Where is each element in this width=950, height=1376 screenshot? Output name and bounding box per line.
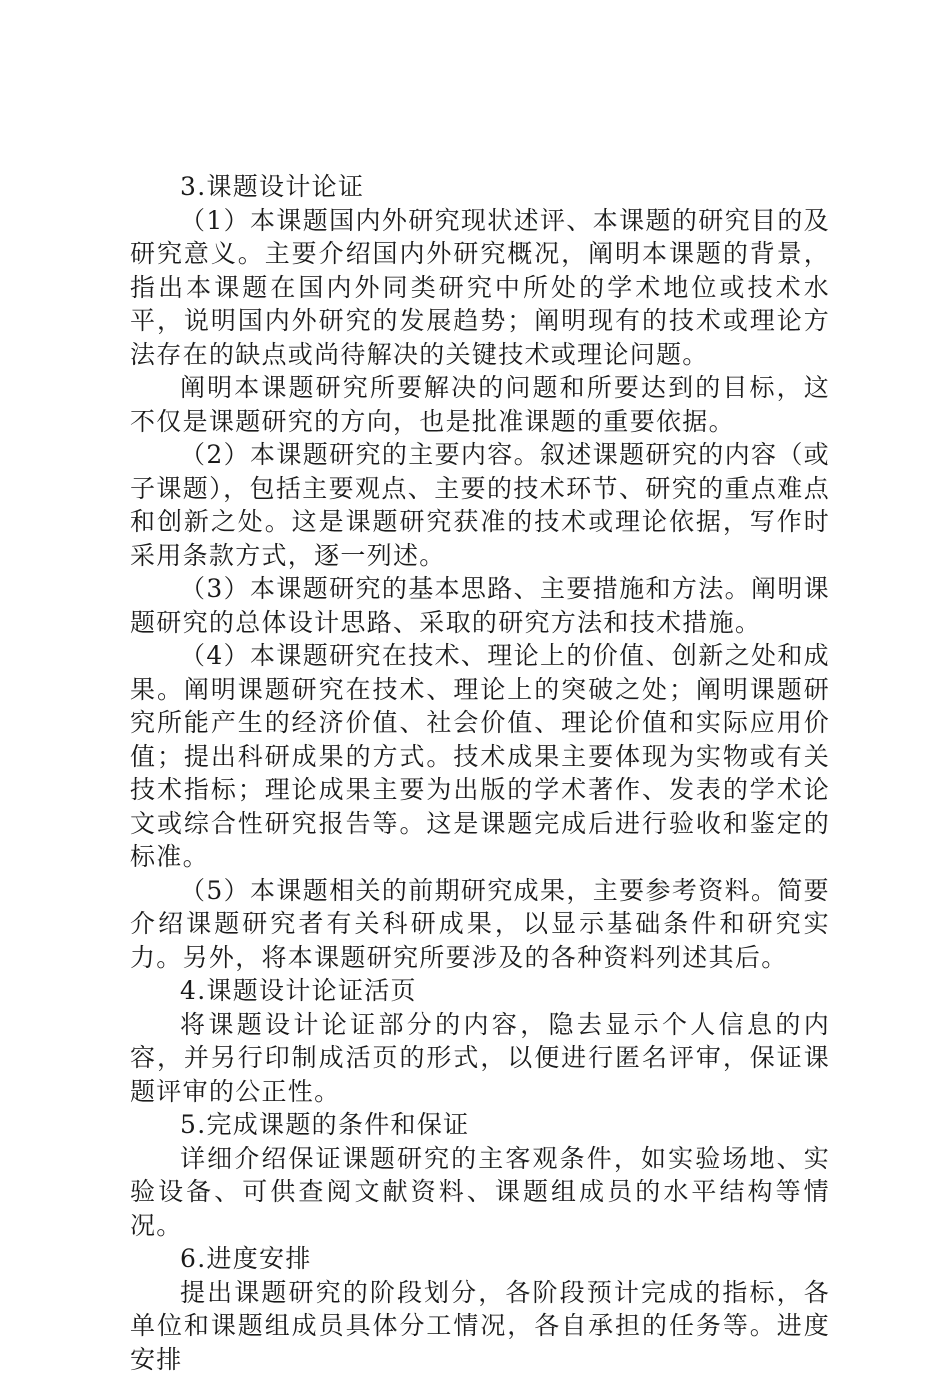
paragraph-value-innovation: （4）本课题研究在技术、理论上的价值、创新之处和成果。阐明课题研究在技术、理论上的突破之处；阐明课题研究所能产生的经济价值、社会价值、理论价值和实际应用价值；提出科研成果的方式。技术成果主要体现为实物或有关技术指标；理论成果主要为出版的学术著作、发表的学术论文或综合性研究报告等。这是课题完成后进行验收和鉴定的标准。: [130, 639, 830, 874]
paragraph-loose-leaf: 将课题设计论证部分的内容，隐去显示个人信息的内容，并另行印制成活页的形式，以便进行匿名评审，保证课题评审的公正性。: [130, 1008, 830, 1109]
paragraph-schedule: 提出课题研究的阶段划分，各阶段预计完成的指标，各单位和课题组成员具体分工情况，各自承担的任务等。进度安排: [130, 1276, 830, 1376]
paragraph-conditions: 详细介绍保证课题研究的主客观条件，如实验场地、实验设备、可供查阅文献资料、课题组成员的水平结构等情况。: [130, 1142, 830, 1243]
section-heading-3: 3.课题设计论证: [130, 170, 830, 204]
paragraph-main-content: （2）本课题研究的主要内容。叙述课题研究的内容（或子课题），包括主要观点、主要的技术环节、研究的重点难点和创新之处。这是课题研究获准的技术或理论依据，写作时采用条款方式，逐一列述。: [130, 438, 830, 572]
paragraph-approach: （3）本课题研究的基本思路、主要措施和方法。阐明课题研究的总体设计思路、采取的研究方法和技术措施。: [130, 572, 830, 639]
section-heading-5: 5.完成课题的条件和保证: [130, 1108, 830, 1142]
paragraph-prior-results: （5）本课题相关的前期研究成果，主要参考资料。简要介绍课题研究者有关科研成果，以显示基础条件和研究实力。另外，将本课题研究所要涉及的各种资料列述其后。: [130, 874, 830, 975]
paragraph-research-goals: 阐明本课题研究所要解决的问题和所要达到的目标，这不仅是课题研究的方向，也是批准课题的重要依据。: [130, 371, 830, 438]
section-heading-4: 4.课题设计论证活页: [130, 974, 830, 1008]
section-heading-6: 6.进度安排: [130, 1242, 830, 1276]
paragraph-research-status: （1）本课题国内外研究现状述评、本课题的研究目的及研究意义。主要介绍国内外研究概况，阐明本课题的背景，指出本课题在国内外同类研究中所处的学术地位或技术水平，说明国内外研究的发展趋势；阐明现有的技术或理论方法存在的缺点或尚待解决的关键技术或理论问题。: [130, 204, 830, 372]
document-page: [130, 170, 830, 1376]
